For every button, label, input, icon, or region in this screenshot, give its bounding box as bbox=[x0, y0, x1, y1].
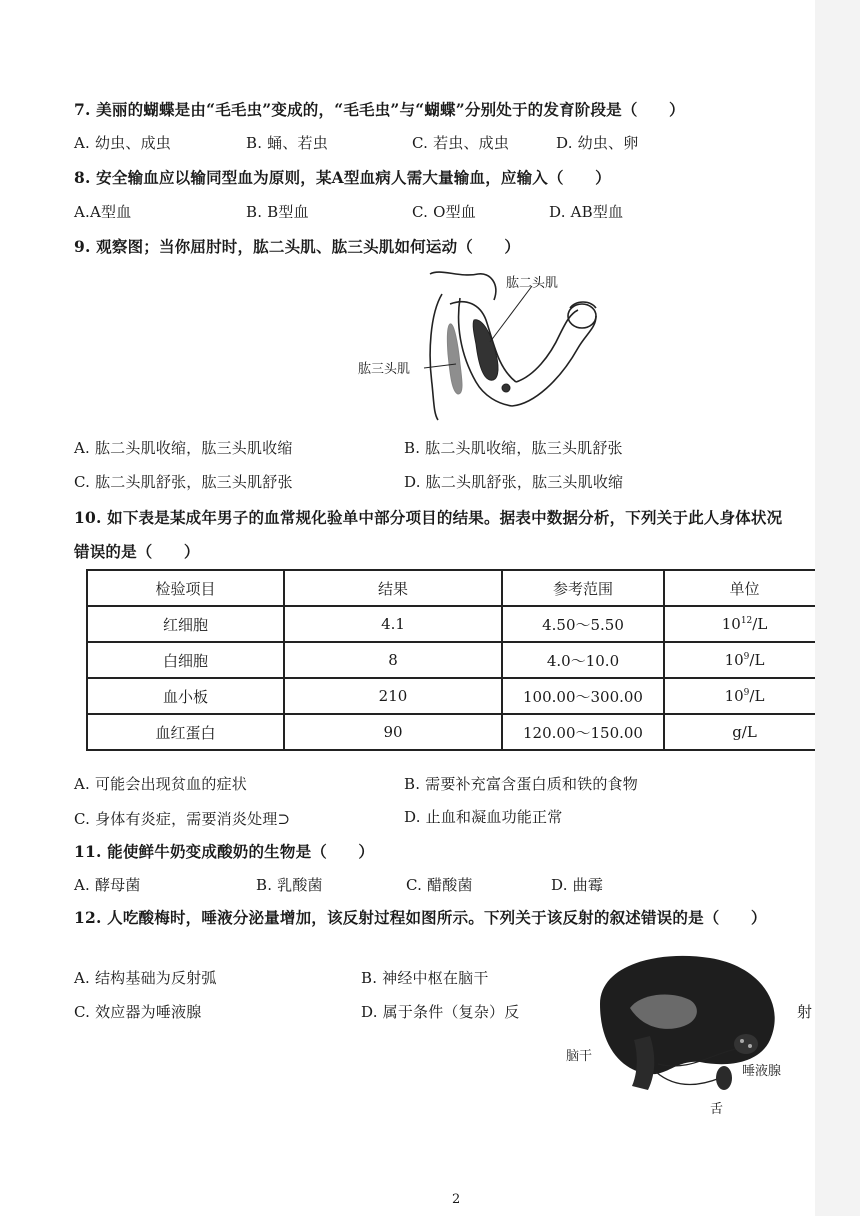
table-cell: 120.00～150.00 bbox=[502, 714, 664, 750]
question-11-option-a: A. 酵母菌 bbox=[74, 876, 141, 894]
table-cell: 90 bbox=[284, 714, 502, 750]
table-cell-unit bbox=[664, 714, 825, 750]
unit-base: g/L bbox=[732, 723, 757, 741]
tongue-label: 舌 bbox=[710, 1102, 724, 1117]
question-8-option-d: D. AB型血 bbox=[549, 203, 624, 221]
table-header: 检验项目 bbox=[87, 570, 284, 606]
question-7-option-a: A. 幼虫、成虫 bbox=[74, 134, 171, 152]
table-cell-unit bbox=[664, 678, 825, 714]
unit-base: 10 bbox=[724, 651, 744, 669]
table-row bbox=[87, 606, 825, 642]
question-7-option-c: C. 若虫、成虫 bbox=[412, 134, 510, 152]
table-cell: 血红蛋白 bbox=[87, 714, 284, 750]
triceps-label: 肱三头肌 bbox=[358, 362, 411, 377]
question-7-option-d: D. 幼虫、卵 bbox=[556, 134, 639, 152]
unit-exponent: 12 bbox=[740, 616, 753, 626]
question-12-option-d: D. 属于条件（复杂）反 bbox=[361, 1003, 520, 1021]
table-cell: 4.50～5.50 bbox=[502, 606, 664, 642]
table-row bbox=[87, 714, 825, 750]
unit-exponent: 9 bbox=[743, 652, 750, 662]
table-row bbox=[87, 642, 825, 678]
question-10-option-d: D. 止血和凝血功能正常 bbox=[404, 808, 563, 826]
table-cell-unit bbox=[664, 606, 825, 642]
question-10-stem-line1: 10. 如下表是某成年男子的血常规化验单中部分项目的结果。据表中数据分析，下列关于此人身体状况 bbox=[74, 508, 783, 527]
question-11-option-c: C. 醋酸菌 bbox=[406, 876, 473, 894]
table-cell: 210 bbox=[284, 678, 502, 714]
table-cell: 红细胞 bbox=[87, 606, 284, 642]
table-cell: 4.0～10.0 bbox=[502, 642, 664, 678]
question-10-stem-line2: 错误的是（ ） bbox=[74, 542, 200, 561]
salivary-gland-label: 唾液腺 bbox=[742, 1064, 782, 1079]
question-11-option-b: B. 乳酸菌 bbox=[256, 876, 323, 894]
question-9-option-d: D. 肱二头肌舒张，肱三头肌收缩 bbox=[404, 473, 624, 491]
question-9-option-c: C. 肱二头肌舒张，肱三头肌舒张 bbox=[74, 473, 293, 491]
question-12-option-d-overflow: 射 bbox=[797, 1003, 813, 1021]
brainstem-label: 脑干 bbox=[566, 1049, 593, 1064]
question-10-option-c: C. 身体有炎症，需要消炎处理⊃ bbox=[74, 810, 291, 828]
question-7-option-b: B. 蛹、若虫 bbox=[246, 134, 328, 152]
table-cell: 4.1 bbox=[284, 606, 502, 642]
table-cell: 100.00～300.00 bbox=[502, 678, 664, 714]
table-header: 单位 bbox=[664, 570, 825, 606]
unit-suffix: /L bbox=[752, 615, 768, 633]
question-12-option-c: C. 效应器为唾液腺 bbox=[74, 1003, 202, 1021]
question-8-option-c: C. O型血 bbox=[412, 203, 476, 221]
unit-exponent: 9 bbox=[743, 688, 750, 698]
brain-reflex-figure bbox=[560, 944, 800, 1104]
biceps-label: 肱二头肌 bbox=[506, 276, 559, 291]
table-header-row bbox=[87, 570, 825, 606]
table-cell: 血小板 bbox=[87, 678, 284, 714]
blood-test-table bbox=[86, 569, 826, 751]
question-12-stem: 12. 人吃酸梅时，唾液分泌量增加，该反射过程如图所示。下列关于该反射的叙述错误的是（ ） bbox=[74, 908, 767, 927]
question-11-stem: 11. 能使鲜牛奶变成酸奶的生物是（ ） bbox=[74, 842, 375, 861]
table-header: 结果 bbox=[284, 570, 502, 606]
question-11-option-d: D. 曲霉 bbox=[551, 876, 604, 894]
question-9-option-a: A. 肱二头肌收缩，肱三头肌收缩 bbox=[74, 439, 293, 457]
question-9-stem: 9. 观察图；当你屈肘时，肱二头肌、肱三头肌如何运动（ ） bbox=[74, 237, 521, 256]
question-10-option-b: B. 需要补充富含蛋白质和铁的食物 bbox=[404, 775, 638, 793]
table-cell: 白细胞 bbox=[87, 642, 284, 678]
question-8-option-a: A.A型血 bbox=[74, 203, 132, 221]
table-cell-unit bbox=[664, 642, 825, 678]
unit-suffix: /L bbox=[749, 687, 765, 705]
page-number: 2 bbox=[452, 1192, 461, 1207]
question-8-option-b: B. B型血 bbox=[246, 203, 309, 221]
question-9-option-b: B. 肱二头肌收缩，肱三头肌舒张 bbox=[404, 439, 623, 457]
unit-base: 10 bbox=[724, 687, 744, 705]
question-12-option-a: A. 结构基础为反射弧 bbox=[74, 969, 217, 987]
question-12-option-b: B. 神经中枢在脑干 bbox=[361, 969, 489, 987]
unit-base: 10 bbox=[721, 615, 741, 633]
table-header: 参考范围 bbox=[502, 570, 664, 606]
table-right-clip bbox=[815, 560, 860, 770]
question-7-stem: 7. 美丽的蝴蝶是由“毛毛虫”变成的，“毛毛虫”与“蝴蝶”分别处于的发育阶段是（ ） bbox=[74, 100, 685, 119]
question-8-stem: 8. 安全输血应以输同型血为原则，某A型血病人需大量输血，应输入（ ） bbox=[74, 168, 611, 187]
question-10-option-a: A. 可能会出现贫血的症状 bbox=[74, 775, 247, 793]
table-row bbox=[87, 678, 825, 714]
table-cell: 8 bbox=[284, 642, 502, 678]
unit-suffix: /L bbox=[749, 651, 765, 669]
